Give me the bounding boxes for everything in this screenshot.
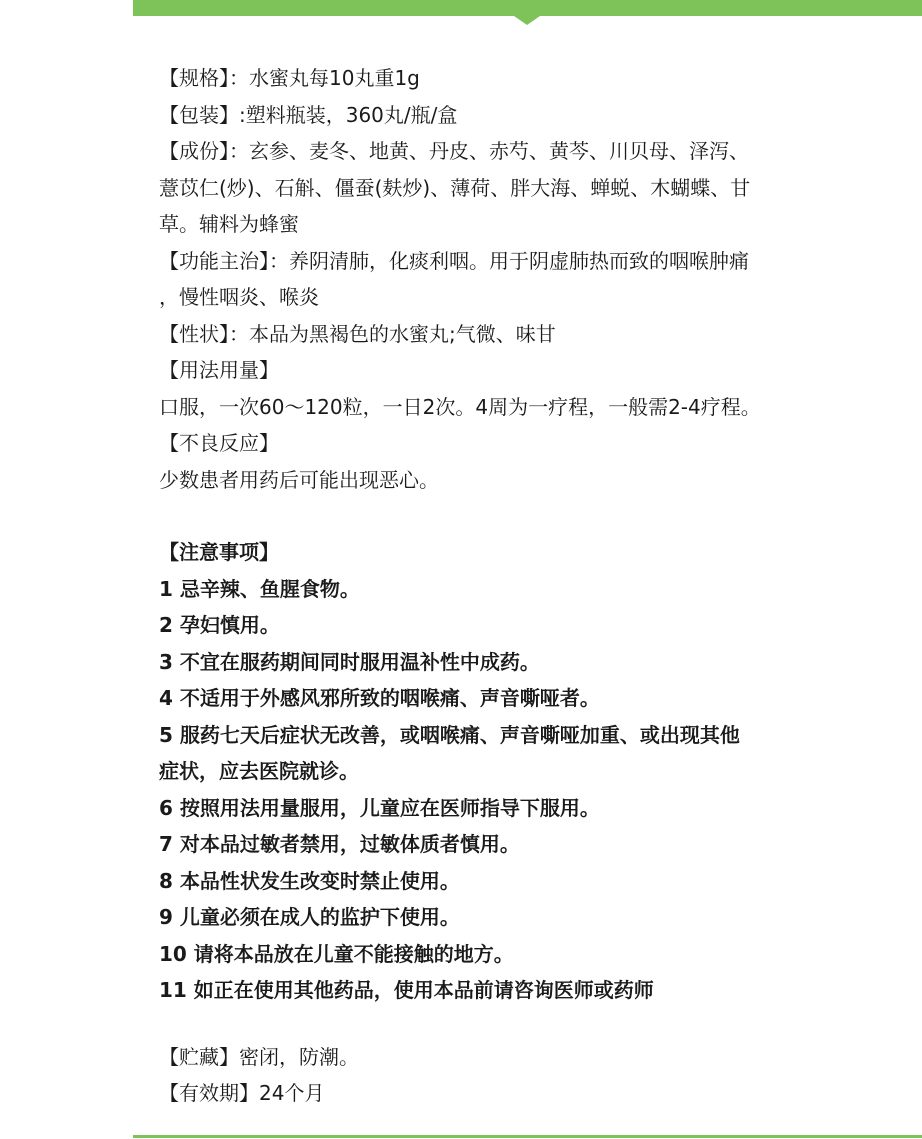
section-spacer bbox=[159, 498, 899, 534]
bottom-accent-line bbox=[133, 1135, 922, 1138]
top-accent-notch bbox=[514, 16, 540, 25]
adverse-title: 【不良反应】 bbox=[159, 431, 279, 455]
usage-title: 【用法用量】 bbox=[159, 358, 279, 382]
precaution-item: 2 孕妇慎用。 bbox=[159, 613, 280, 637]
precaution-item: 4 不适用于外感风邪所致的咽喉痛、声音嘶哑者。 bbox=[159, 686, 600, 710]
precaution-item: 9 儿童必须在成人的监护下使用。 bbox=[159, 905, 460, 929]
indications-line-1: 【功能主治】：养阴清肺，化痰利咽。用于阴虚肺热而致的咽喉肿痛 bbox=[159, 248, 749, 273]
top-accent-bar bbox=[133, 0, 922, 16]
spec-line: 【规格】：水蜜丸每10丸重1g bbox=[159, 66, 420, 90]
precaution-item: 11 如正在使用其他药品，使用本品前请咨询医师或药师 bbox=[159, 978, 654, 1002]
properties-line: 【性状】：本品为黑褐色的水蜜丸;气微、味甘 bbox=[159, 321, 556, 346]
precautions-title: 【注意事项】 bbox=[159, 540, 279, 564]
ingredients-line-1: 【成份】：玄参、麦冬、地黄、丹皮、赤芍、黄芩、川贝母、泽泻、 bbox=[159, 139, 749, 163]
indications-line-2: ，慢性咽炎、喉炎 bbox=[159, 285, 319, 309]
adverse-text: 少数患者用药后可能出现恶心。 bbox=[159, 467, 439, 492]
precaution-item: 8 本品性状发生改变时禁止使用。 bbox=[159, 868, 460, 893]
validity-line: 【有效期】24个月 bbox=[159, 1081, 325, 1105]
package-line: 【包装】:塑料瓶装，360丸/瓶/盒 bbox=[159, 102, 458, 127]
precaution-item: 5 服药七天后症状无改善，或咽喉痛、声音嘶哑加重、或出现其他 bbox=[159, 722, 740, 747]
ingredients-line-2: 薏苡仁(炒)、石斛、僵蚕(麸炒)、薄荷、胖大海、蝉蜕、木蝴蝶、甘 bbox=[159, 175, 751, 200]
usage-text: 口服，一次60～120粒，一日2次。4周为一疗程，一般需2-4疗程。 bbox=[159, 394, 761, 419]
precaution-item: 1 忌辛辣、鱼腥食物。 bbox=[159, 576, 360, 601]
precaution-item: 3 不宜在服药期间同时服用温补性中成药。 bbox=[159, 649, 540, 674]
precaution-item-continued: 症状，应去医院就诊。 bbox=[159, 759, 359, 783]
precaution-item: 7 对本品过敏者禁用，过敏体质者慎用。 bbox=[159, 832, 520, 856]
precaution-item: 6 按照用法用量服用，儿童应在医师指导下服用。 bbox=[159, 795, 600, 820]
instructions-document bbox=[159, 60, 899, 1112]
storage-line: 【贮藏】密闭，防潮。 bbox=[159, 1044, 359, 1069]
ingredients-line-3: 草。辅料为蜂蜜 bbox=[159, 212, 299, 236]
precaution-item: 10 请将本品放在儿童不能接触的地方。 bbox=[159, 941, 514, 966]
section-spacer bbox=[159, 1009, 899, 1039]
